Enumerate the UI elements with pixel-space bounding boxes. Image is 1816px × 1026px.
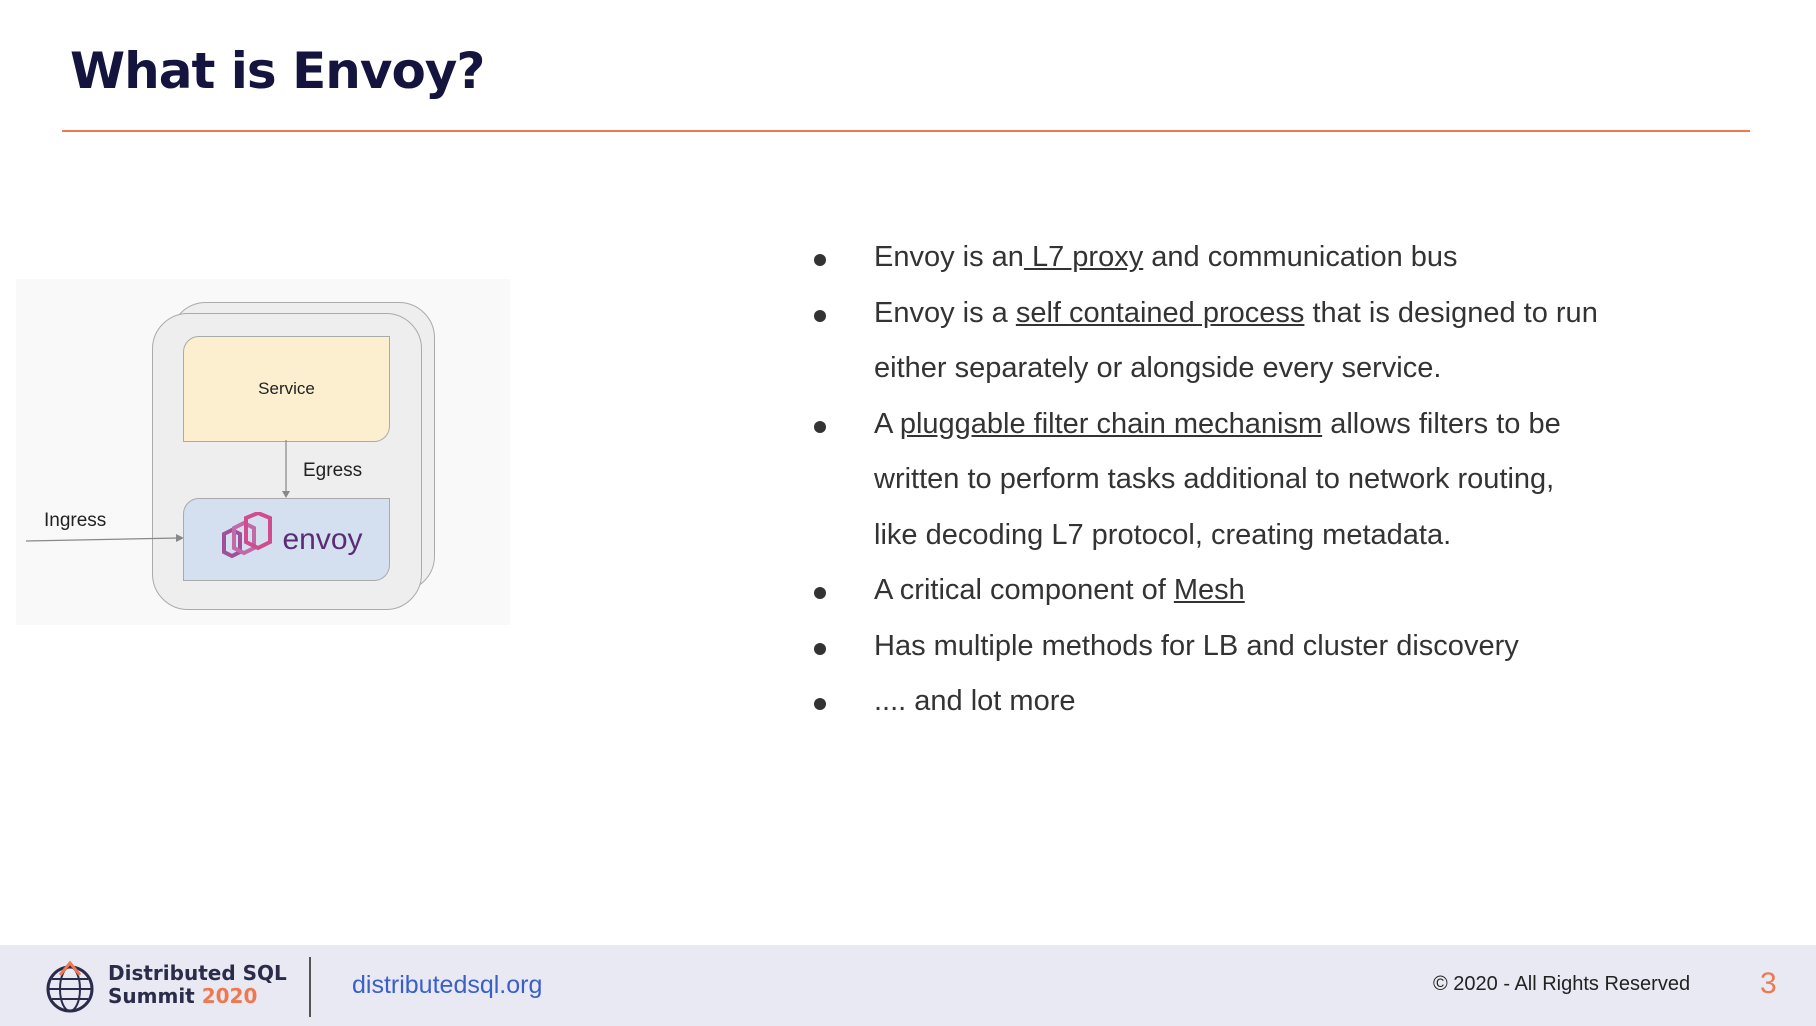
bullet-list <box>810 230 1598 730</box>
link-mesh[interactable]: Mesh <box>1173 574 1245 606</box>
link-self-contained-process[interactable]: self contained process <box>1015 296 1305 329</box>
egress-arrowhead <box>282 491 290 498</box>
slide-title: What is Envoy? <box>70 42 485 100</box>
bullet-item: A critical component of Mesh <box>810 563 1598 619</box>
link-l7-proxy[interactable]: L7 proxy <box>1023 241 1144 273</box>
bullet-dot <box>814 587 826 599</box>
globe-logo-icon <box>44 959 96 1013</box>
ingress-arrow <box>26 538 179 541</box>
footer <box>0 945 1816 1026</box>
site-link[interactable]: distributedsql.org <box>352 971 543 999</box>
envoy-label: envoy <box>282 522 363 556</box>
bullet-item: Envoy is a self contained process that is designed to run <box>810 286 1598 342</box>
bullet-item: A pluggable filter chain mechanism allows filters to be <box>810 397 1598 453</box>
bullet-item: Envoy is an L7 proxy and communication bus <box>810 230 1598 286</box>
envoy-diagram <box>16 279 510 625</box>
bullet-continuation: written to perform tasks additional to network routing, <box>874 463 1555 495</box>
footer-divider <box>309 957 311 1017</box>
service-label: Service <box>258 379 315 398</box>
page-number: 3 <box>1760 967 1777 1000</box>
bullet-continuation: either separately or alongside every service. <box>874 352 1442 384</box>
copyright: © 2020 - All Rights Reserved <box>1433 973 1691 995</box>
bullet-dot <box>814 698 826 710</box>
bullet-item: .... and lot more <box>810 674 1598 730</box>
bullet-dot <box>814 254 826 266</box>
bullet-item: Has multiple methods for LB and cluster discovery <box>810 619 1598 675</box>
link-pluggable-filter-chain[interactable]: pluggable filter chain mechanism <box>899 407 1323 440</box>
bullet-dot <box>814 421 826 433</box>
bullet-dot <box>814 643 826 655</box>
egress-label: Egress <box>303 460 363 481</box>
bullet-dot <box>814 310 826 322</box>
ingress-label: Ingress <box>44 510 107 531</box>
bullet-continuation: like decoding L7 protocol, creating metadata. <box>874 518 1452 551</box>
summit-logo-text: Distributed SQL Summit 2020 <box>108 961 287 1008</box>
envoy-box <box>183 498 390 581</box>
envoy-logo-icon <box>210 512 276 568</box>
title-divider <box>62 130 1750 132</box>
